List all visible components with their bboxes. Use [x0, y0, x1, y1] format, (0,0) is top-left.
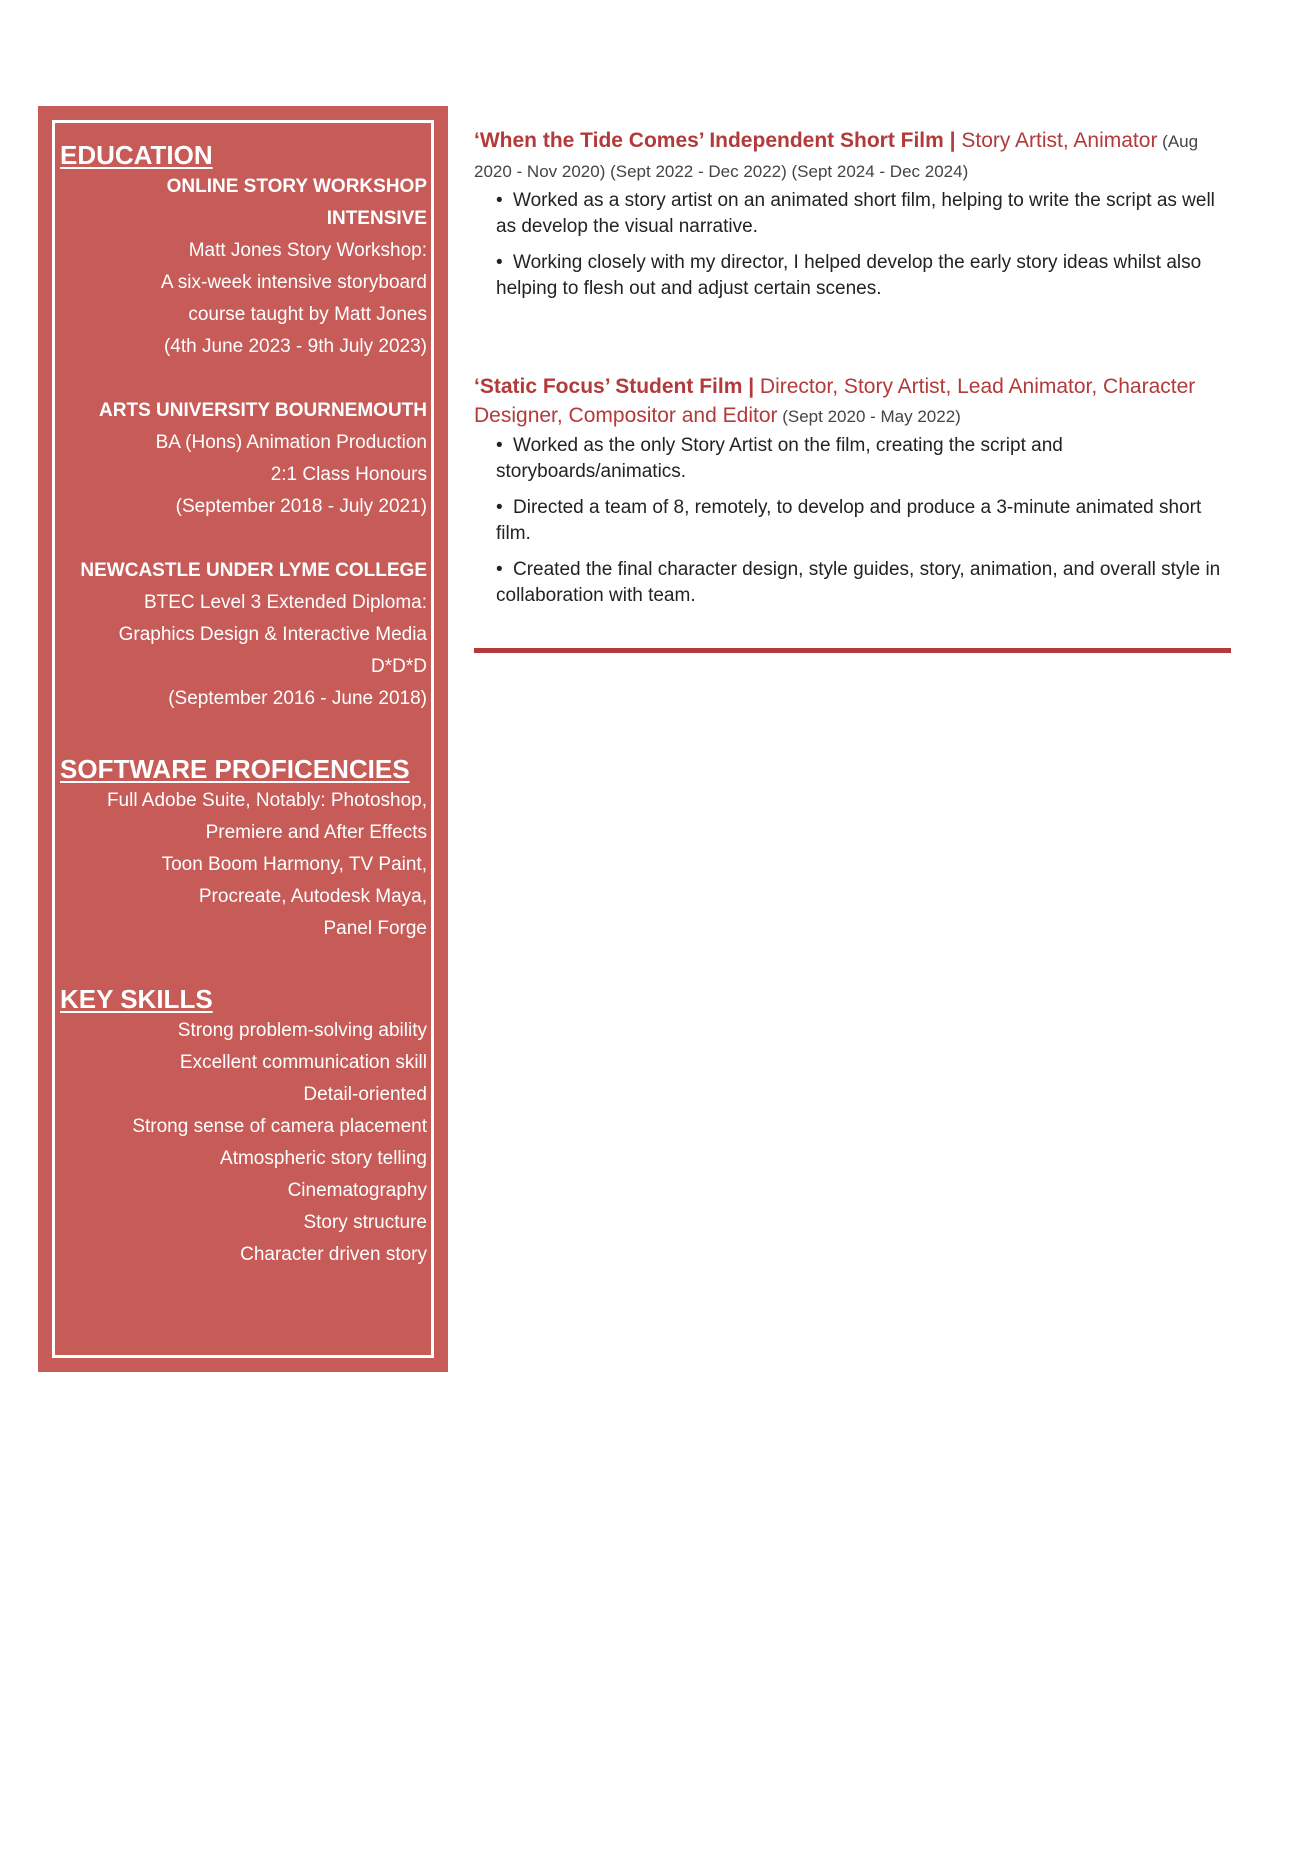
education-dates: (September 2018 - July 2021): [175, 496, 427, 517]
education-entry: [60, 171, 427, 363]
software-line: Full Adobe Suite, Notably: Photoshop,: [106, 790, 427, 811]
bullet-item: [496, 188, 1234, 240]
education-institution: INTENSIVE: [326, 208, 427, 229]
education-heading: EDUCATION: [60, 140, 213, 170]
bullet-text: Worked as the only Story Artist on the film, creating the script and storyboards/animatics.: [496, 435, 1063, 482]
bullet-item: [496, 433, 1234, 485]
experience-title: ‘Static Focus’ Student Film |: [474, 375, 755, 398]
education-institution: ONLINE STORY WORKSHOP: [166, 176, 427, 197]
experience-entry: [474, 372, 1234, 609]
software-line: Procreate, Autodesk Maya,: [198, 886, 427, 907]
education-detail: BA (Hons) Animation Production: [155, 432, 427, 453]
experience-roles: Director, Story Artist, Lead Animator, Character Designer, Compositor and Editor: [474, 375, 1196, 427]
bullet-text: Worked as a story artist on an animated short film, helping to write the script as well as develop the visual narrative.: [496, 190, 1215, 237]
sidebar: [38, 106, 448, 1372]
education-detail: A six-week intensive storyboard: [160, 272, 427, 293]
bullet-item: [496, 557, 1234, 609]
bullet-text: Created the final character design, style guides, story, animation, and overall style in collaboration with team.: [496, 559, 1221, 606]
education-detail: BTEC Level 3 Extended Diploma:: [143, 592, 427, 613]
experience-bullets: [474, 188, 1234, 302]
bullet-icon: •: [496, 252, 503, 273]
education-detail: 2:1 Class Honours: [270, 464, 427, 485]
education-institution: NEWCASTLE UNDER LYME COLLEGE: [80, 560, 427, 581]
bullet-text: Working closely with my director, I helped develop the early story ideas whilst also helping to flesh out and adjust certain scenes.: [496, 252, 1202, 299]
key-skills-list: [60, 1015, 427, 1271]
experience-roles: Story Artist, Animator: [955, 129, 1158, 152]
bullet-item: [496, 250, 1234, 302]
education-entry: [60, 555, 427, 715]
skill-item: Strong sense of camera placement: [132, 1116, 427, 1137]
skill-item: Atmospheric story telling: [220, 1148, 427, 1169]
skill-item: Detail-oriented: [303, 1084, 427, 1105]
skill-item: Excellent communication skill: [179, 1052, 427, 1073]
experience-dates: (Aug 2020 - Nov 2020) (Sept 2022 - Dec 2022) (Sept 2024 - Dec 2024): [474, 132, 1199, 181]
bullet-text: Directed a team of 8, remotely, to develop and produce a 3-minute animated short film.: [496, 497, 1202, 544]
sidebar-frame: [52, 120, 434, 1358]
key-skills-heading: KEY SKILLS: [60, 984, 213, 1014]
section-divider: [474, 648, 1231, 653]
software-line: Toon Boom Harmony, TV Paint,: [161, 854, 427, 875]
education-dates: (September 2016 - June 2018): [168, 688, 427, 709]
experience-bullets: [474, 433, 1234, 609]
software-list: [60, 785, 427, 945]
experience-entry: [474, 126, 1234, 302]
education-detail: Graphics Design & Interactive Media: [118, 624, 427, 645]
education-entry: [60, 395, 427, 523]
bullet-icon: •: [496, 190, 503, 211]
bullet-icon: •: [496, 497, 503, 518]
skill-item: Cinematography: [287, 1180, 427, 1201]
education-detail: course taught by Matt Jones: [188, 304, 427, 325]
education-detail: Matt Jones Story Workshop:: [188, 240, 427, 261]
education-institution: ARTS UNIVERSITY BOURNEMOUTH: [99, 400, 427, 421]
experience-header: [474, 126, 1234, 186]
education-dates: (4th June 2023 - 9th July 2023): [163, 336, 427, 357]
education-detail: D*D*D: [371, 656, 427, 677]
bullet-icon: •: [496, 435, 503, 456]
skill-item: Story structure: [303, 1212, 427, 1233]
bullet-icon: •: [496, 559, 503, 580]
experience-header: [474, 372, 1234, 431]
experience-title: ‘When the Tide Comes’ Independent Short Film |: [474, 129, 956, 152]
experience-section: [474, 126, 1234, 619]
software-line: Panel Forge: [323, 918, 427, 939]
software-heading: SOFTWARE PROFICENCIES: [60, 754, 410, 784]
skill-item: Character driven story: [240, 1244, 427, 1265]
experience-dates: (Sept 2020 - May 2022): [777, 407, 961, 426]
bullet-item: [496, 495, 1234, 547]
skill-item: Strong problem-solving ability: [177, 1020, 427, 1041]
software-line: Premiere and After Effects: [205, 822, 427, 843]
